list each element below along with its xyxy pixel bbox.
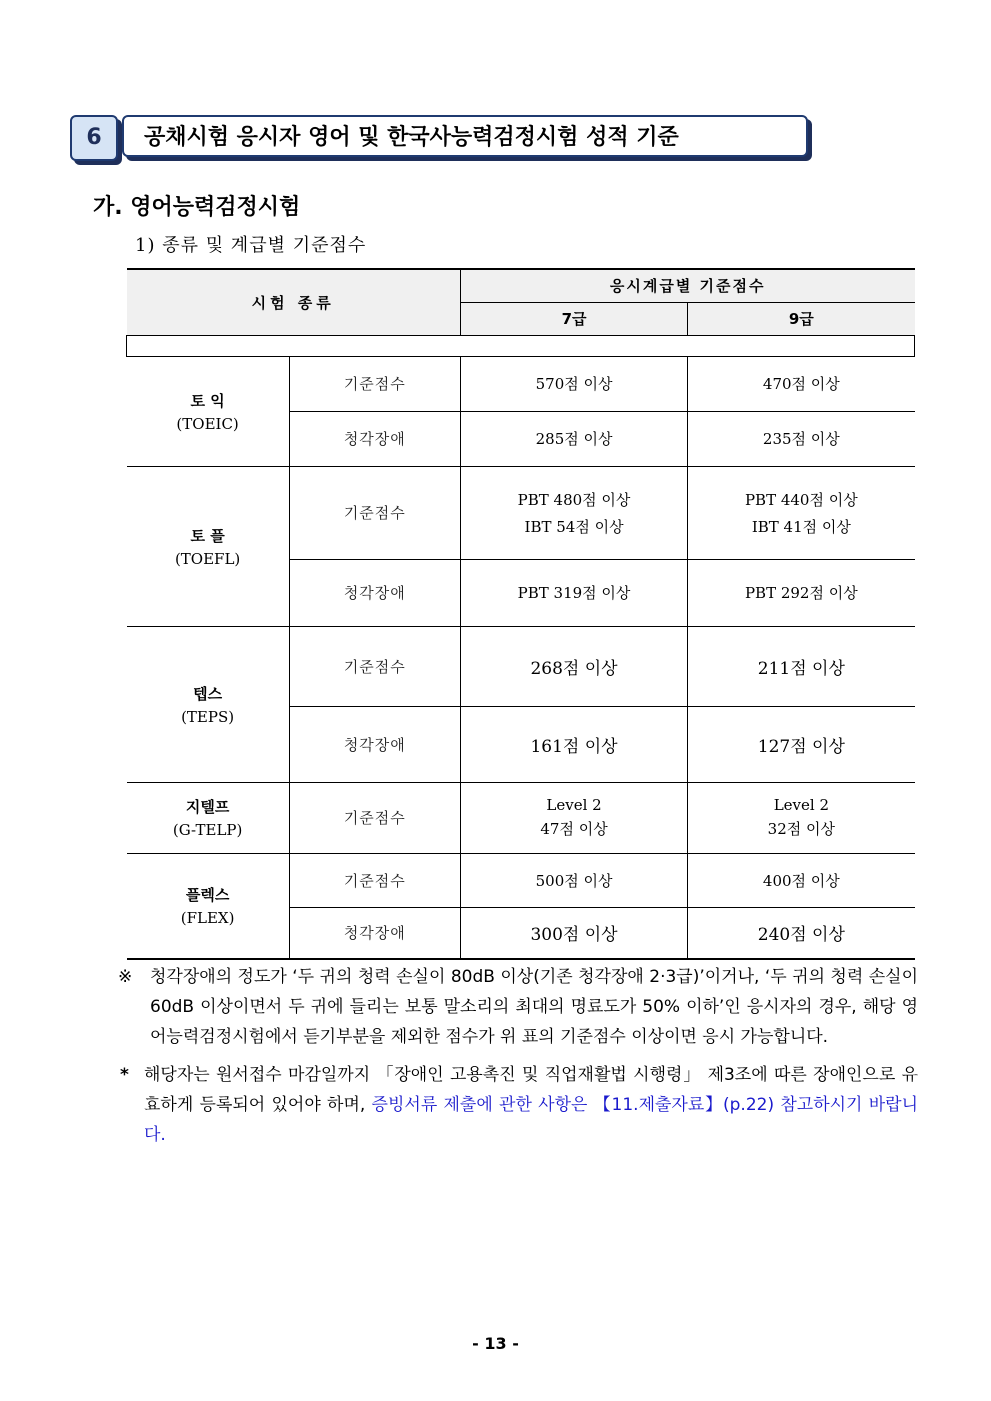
type-label: 기준점수 xyxy=(289,356,460,411)
header-grade9: 9급 xyxy=(688,302,915,335)
test-name: 토 익 xyxy=(190,391,225,410)
score-line: PBT 480점 이상 xyxy=(517,490,631,509)
subsubheading: 1) 종류 및 계급별 기준점수 xyxy=(135,235,367,256)
note-registration xyxy=(118,1060,918,1150)
subheading: 가. 영어능력검정시험 xyxy=(93,195,301,220)
score-line: 32점 이상 xyxy=(767,820,835,838)
test-cell-flex xyxy=(127,853,290,959)
table-row xyxy=(127,626,915,706)
note-hearing xyxy=(118,962,918,1052)
score-cell: 400점 이상 xyxy=(688,853,915,907)
score-cell xyxy=(460,466,687,559)
notes xyxy=(118,962,918,1150)
test-cell-toefl xyxy=(127,466,290,626)
score-cell xyxy=(460,782,687,853)
score-cell xyxy=(688,782,915,853)
type-label: 청각장애 xyxy=(289,907,460,959)
score-cell: 470점 이상 xyxy=(688,356,915,411)
header-group: 응시계급별 기준점수 xyxy=(460,269,914,302)
type-label: 청각장애 xyxy=(289,411,460,466)
score-line: 47점 이상 xyxy=(540,820,608,838)
type-label: 기준점수 xyxy=(289,853,460,907)
score-cell: PBT 292점 이상 xyxy=(688,559,915,626)
score-cell: 211점 이상 xyxy=(688,626,915,706)
score-line: IBT 41점 이상 xyxy=(751,517,851,536)
type-label: 청각장애 xyxy=(289,559,460,626)
test-name: 텝스 xyxy=(193,684,223,703)
table-row xyxy=(127,853,915,907)
score-cell: 268점 이상 xyxy=(460,626,687,706)
score-cell: 570점 이상 xyxy=(460,356,687,411)
header-test-type: 시험 종류 xyxy=(127,269,461,335)
score-cell xyxy=(688,466,915,559)
test-en: (TOEFL) xyxy=(174,549,241,568)
note-text-link: 증빙서류 제출에 관한 사항은 【11.제출자료】(p.22) 참고하시기 바랍니다. xyxy=(144,1095,918,1145)
table-row xyxy=(127,782,915,853)
type-label: 기준점수 xyxy=(289,466,460,559)
test-name: 토 플 xyxy=(190,526,225,545)
score-cell: 161점 이상 xyxy=(460,706,687,782)
score-cell: 235점 이상 xyxy=(688,411,915,466)
test-cell-gtelp xyxy=(127,782,290,853)
score-cell: 240점 이상 xyxy=(688,907,915,959)
type-label: 기준점수 xyxy=(289,782,460,853)
score-line: Level 2 xyxy=(546,796,602,814)
table-row xyxy=(127,466,915,559)
test-name: 지텔프 xyxy=(185,798,230,816)
test-cell-teps xyxy=(127,626,290,782)
note-text-a: 해당자는 원서접수 마감일까지 「장애인 고용촉진 및 직업재활법 시행령」 제3조에 따른 장애인으로 유효하게 등록되어 있어야 하며, xyxy=(144,1065,918,1115)
score-cell: 285점 이상 xyxy=(460,411,687,466)
note-mark: * xyxy=(120,1065,129,1085)
note-mark: ※ xyxy=(118,967,133,987)
note-text: 청각장애의 정도가 ‘두 귀의 청력 손실이 80dB 이상(기존 청각장애 2·3급)’이거나, ‘두 귀의 청력 손실이 60dB 이상이면서 두 귀에 들리는 보통 말소리의 최대의 명료도가 50% 이하’인 응시자의 경우, 해당 영어능력검정시험에서 듣기부분을 제외한 점수가 위 표의 기준점수 이상이면 응시 가능합니다. xyxy=(150,967,918,1047)
section-header xyxy=(70,115,815,165)
section-title: 공채시험 응시자 영어 및 한국사능력검정시험 성적 기준 xyxy=(122,115,808,157)
score-cell: 127점 이상 xyxy=(688,706,915,782)
score-line: PBT 440점 이상 xyxy=(744,490,858,509)
type-label: 기준점수 xyxy=(289,626,460,706)
score-table xyxy=(126,268,915,960)
note-text xyxy=(144,1060,918,1150)
header-grade7: 7급 xyxy=(460,302,687,335)
type-label: 청각장애 xyxy=(289,706,460,782)
score-line: IBT 54점 이상 xyxy=(524,517,624,536)
score-cell: PBT 319점 이상 xyxy=(460,559,687,626)
section-number: 6 xyxy=(70,115,118,161)
score-cell: 500점 이상 xyxy=(460,853,687,907)
score-cell: 300점 이상 xyxy=(460,907,687,959)
test-en: (TEPS) xyxy=(181,707,235,726)
test-en: (FLEX) xyxy=(180,909,235,928)
score-line: Level 2 xyxy=(773,796,829,814)
test-en: (TOEIC) xyxy=(176,414,239,433)
table-row xyxy=(127,356,915,411)
test-name: 플렉스 xyxy=(185,886,230,905)
test-cell-toeic xyxy=(127,356,290,466)
page-number: - 13 - xyxy=(472,1334,519,1353)
test-en: (G-TELP) xyxy=(172,821,243,839)
